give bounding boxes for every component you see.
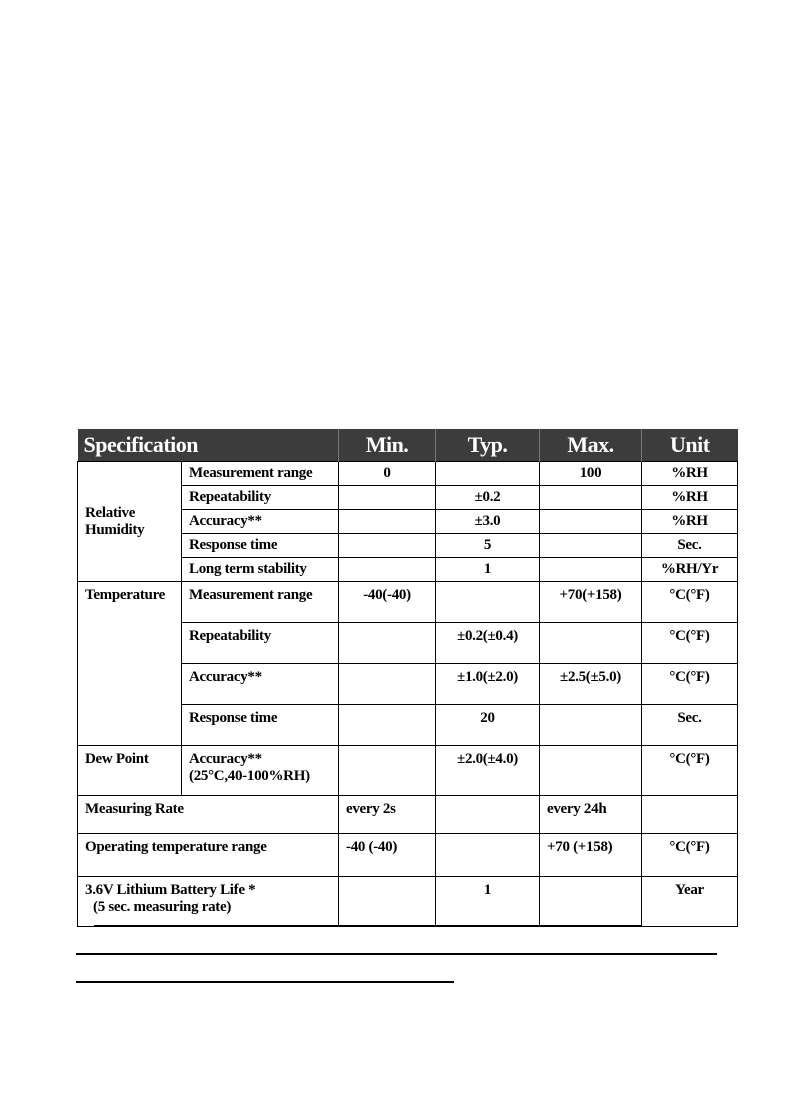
- max-cell: [540, 486, 642, 510]
- footnote-rule: [76, 953, 717, 955]
- typ-cell: [436, 796, 540, 834]
- param-cell: Accuracy**: [182, 510, 339, 534]
- param-cell: Accuracy**: [182, 664, 339, 705]
- min-cell: [339, 558, 436, 582]
- unit-cell: %RH: [642, 510, 738, 534]
- typ-cell: 1: [436, 558, 540, 582]
- typ-cell: [436, 462, 540, 486]
- min-cell: every 2s: [339, 796, 436, 834]
- max-cell: [540, 877, 642, 927]
- max-cell: every 24h: [540, 796, 642, 834]
- unit-cell: °C(°F): [642, 664, 738, 705]
- min-cell: [339, 623, 436, 664]
- specification-table: [77, 429, 738, 927]
- param-cell: Repeatability: [182, 623, 339, 664]
- max-cell: [540, 623, 642, 664]
- min-cell: -40(-40): [339, 582, 436, 623]
- min-cell: [339, 705, 436, 746]
- max-cell: +70 (+158): [540, 834, 642, 877]
- battery-life-label: 3.6V Lithium Battery Life *: [85, 882, 256, 898]
- param-cell: [182, 746, 339, 796]
- min-cell: [339, 486, 436, 510]
- min-cell: [339, 746, 436, 796]
- dew-param-label: Accuracy**: [189, 751, 262, 767]
- param-cell: Long term stability: [182, 558, 339, 582]
- table-row: [78, 877, 738, 927]
- group-temperature: Temperature: [78, 582, 182, 746]
- typ-cell: ±0.2(±0.4): [436, 623, 540, 664]
- unit-cell: %RH/Yr: [642, 558, 738, 582]
- table-header-row: [78, 429, 738, 462]
- param-cell: Repeatability: [182, 486, 339, 510]
- table-row: [78, 582, 738, 623]
- typ-cell: ±3.0: [436, 510, 540, 534]
- group-dew-point: Dew Point: [78, 746, 182, 796]
- max-cell: [540, 705, 642, 746]
- typ-cell: ±0.2: [436, 486, 540, 510]
- min-cell: [339, 534, 436, 558]
- typ-cell: [436, 834, 540, 877]
- dew-param-note: (25°C,40-100%RH): [189, 768, 310, 784]
- unit-cell: Sec.: [642, 705, 738, 746]
- max-cell: 100: [540, 462, 642, 486]
- typ-cell: 1: [436, 877, 540, 927]
- max-cell: [540, 746, 642, 796]
- param-cell: Measurement range: [182, 582, 339, 623]
- unit-cell: °C(°F): [642, 746, 738, 796]
- param-cell: Measurement range: [182, 462, 339, 486]
- unit-cell: Year: [642, 877, 738, 927]
- footnote-rule: [94, 925, 641, 927]
- min-cell: [339, 877, 436, 927]
- max-cell: [540, 510, 642, 534]
- min-cell: 0: [339, 462, 436, 486]
- battery-life-cell: [78, 877, 339, 927]
- max-cell: [540, 558, 642, 582]
- footnote-rule: [76, 981, 454, 983]
- min-cell: [339, 510, 436, 534]
- unit-cell: %RH: [642, 462, 738, 486]
- table-row: [78, 746, 738, 796]
- typ-cell: ±1.0(±2.0): [436, 664, 540, 705]
- min-cell: -40 (-40): [339, 834, 436, 877]
- group-relative-humidity: Relative Humidity: [78, 462, 182, 582]
- min-cell: [339, 664, 436, 705]
- unit-cell: °C(°F): [642, 623, 738, 664]
- measuring-rate-label: Measuring Rate: [78, 796, 339, 834]
- header-unit: Unit: [642, 429, 738, 462]
- unit-cell: %RH: [642, 486, 738, 510]
- unit-cell: [642, 796, 738, 834]
- operating-temperature-label: Operating temperature range: [78, 834, 339, 877]
- max-cell: [540, 534, 642, 558]
- max-cell: ±2.5(±5.0): [540, 664, 642, 705]
- unit-cell: °C(°F): [642, 582, 738, 623]
- typ-cell: 20: [436, 705, 540, 746]
- typ-cell: ±2.0(±4.0): [436, 746, 540, 796]
- param-cell: Response time: [182, 534, 339, 558]
- table-row: [78, 834, 738, 877]
- header-typ: Typ.: [436, 429, 540, 462]
- header-specification: Specification: [78, 429, 339, 462]
- typ-cell: [436, 582, 540, 623]
- unit-cell: Sec.: [642, 534, 738, 558]
- header-min: Min.: [339, 429, 436, 462]
- max-cell: +70(+158): [540, 582, 642, 623]
- battery-life-note: (5 sec. measuring rate): [93, 899, 232, 915]
- param-cell: Response time: [182, 705, 339, 746]
- header-max: Max.: [540, 429, 642, 462]
- unit-cell: °C(°F): [642, 834, 738, 877]
- table-row: [78, 796, 738, 834]
- table-row: [78, 462, 738, 486]
- typ-cell: 5: [436, 534, 540, 558]
